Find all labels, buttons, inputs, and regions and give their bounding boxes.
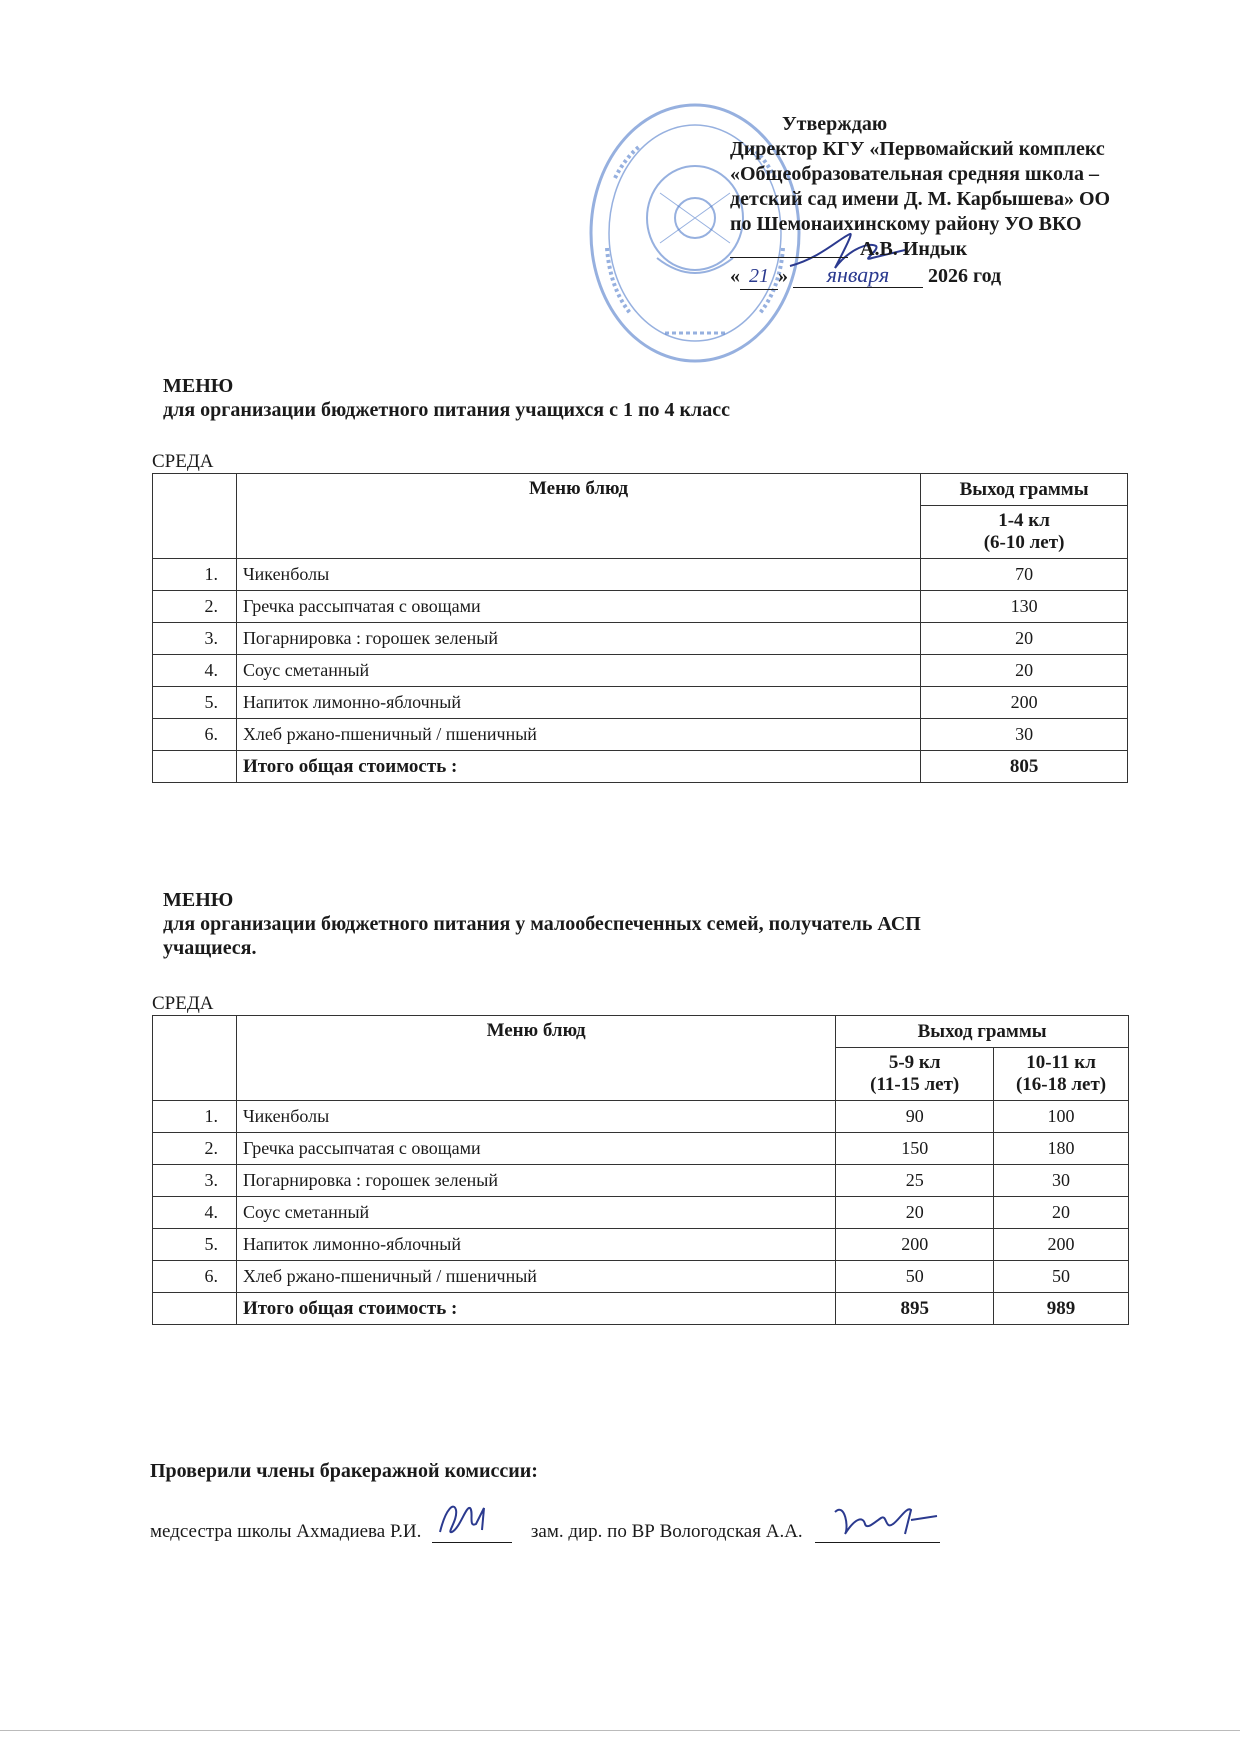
dish-name: Чикенболы: [236, 559, 920, 591]
dish-name: Гречка рассыпчатая с овощами: [236, 591, 920, 623]
total-num: [153, 1293, 237, 1325]
yield-grams-5-9: 90: [836, 1101, 994, 1133]
approval-line-4: по Шемонаихинскому району УО ВКО: [730, 213, 1082, 235]
header-yield: Выход граммы: [836, 1016, 1129, 1048]
row-number: 6.: [153, 1261, 237, 1293]
row-number: 4.: [153, 1197, 237, 1229]
table-row: [153, 1229, 1129, 1261]
yield-grams-10-11: 200: [994, 1229, 1129, 1261]
header-yield: Выход граммы: [921, 474, 1128, 506]
approval-line-1: Директор КГУ «Первомайский комплекс: [730, 138, 1105, 160]
dish-name: Погарнировка : горошек зеленый: [236, 623, 920, 655]
yield-grams: 130: [921, 591, 1128, 623]
date-day: 21: [740, 264, 778, 290]
yield-grams-5-9: 50: [836, 1261, 994, 1293]
commission-signers: [150, 1508, 940, 1543]
table-row: [153, 1197, 1129, 1229]
director-name: А.В. Индык: [730, 237, 1200, 262]
approval-line-2: «Общеобразовательная средняя школа –: [730, 163, 1099, 185]
dish-name: Хлеб ржано-пшеничный / пшеничный: [236, 719, 920, 751]
menu1-heading: [163, 374, 730, 422]
date-month: января: [793, 262, 923, 288]
approval-date: [730, 262, 1200, 290]
menu1-subtitle: для организации бюджетного питания учащихся с 1 по 4 класс: [163, 399, 731, 421]
approval-title: Утверждаю: [782, 113, 888, 135]
age-label: (16-18 лет): [1015, 1074, 1107, 1095]
row-number: 3.: [153, 623, 237, 655]
dish-name: Чикенболы: [236, 1101, 835, 1133]
menu2-subtitle-1: для организации бюджетного питания у малообеспеченных семей, получатель АСП: [163, 913, 921, 935]
total-label: Итого общая стоимость :: [236, 1293, 835, 1325]
dish-name: Соус сметанный: [236, 655, 920, 687]
total-value: 805: [921, 751, 1128, 783]
signer-deputy: зам. дир. по ВР Вологодская А.А.: [530, 1521, 803, 1542]
nurse-signature-line: [432, 1508, 512, 1543]
signer-nurse: медсестра школы Ахмадиева Р.И.: [150, 1521, 422, 1542]
yield-grams-5-9: 200: [836, 1229, 994, 1261]
row-number: 1.: [153, 1101, 237, 1133]
table-row: [153, 591, 1128, 623]
yield-grams-5-9: 25: [836, 1165, 994, 1197]
approval-line-3: детский сад имени Д. М. Карбышева» ОО: [730, 188, 1111, 210]
deputy-signature-line: [815, 1508, 940, 1543]
row-number: 3.: [153, 1165, 237, 1197]
menu1-day: СРЕДА: [152, 451, 214, 472]
subheader-grade-10-11: [994, 1048, 1129, 1101]
total-value-10-11: 989: [994, 1293, 1129, 1325]
yield-grams-10-11: 180: [994, 1133, 1129, 1165]
menu1-table: [152, 473, 1128, 783]
yield-grams: 200: [921, 687, 1128, 719]
dish-name: Соус сметанный: [236, 1197, 835, 1229]
menu2-total-row: [153, 1293, 1129, 1325]
date-year: 2026 год: [928, 265, 1002, 287]
yield-grams: 20: [921, 623, 1128, 655]
header-num: [153, 474, 237, 559]
yield-grams-5-9: 20: [836, 1197, 994, 1229]
table-row: [153, 687, 1128, 719]
table-row: [153, 559, 1128, 591]
table-row: [153, 1261, 1129, 1293]
page-bottom-rule: [0, 1730, 1240, 1731]
yield-grams: 20: [921, 655, 1128, 687]
menu2-subtitle-2: учащиеся.: [163, 937, 257, 959]
table-row: [153, 1133, 1129, 1165]
header-dishes: Меню блюд: [236, 474, 920, 559]
yield-grams-10-11: 30: [994, 1165, 1129, 1197]
date-close-quote: »: [778, 265, 788, 287]
row-number: 1.: [153, 559, 237, 591]
yield-grams-10-11: 50: [994, 1261, 1129, 1293]
date-open-quote: «: [730, 265, 740, 287]
nurse-signature: [432, 1498, 512, 1542]
menu2-table: [152, 1015, 1129, 1325]
row-number: 2.: [153, 591, 237, 623]
menu2-title: МЕНЮ: [163, 889, 234, 911]
menu1-title: МЕНЮ: [163, 375, 234, 397]
total-num: [153, 751, 237, 783]
age-label: (11-15 лет): [870, 1074, 960, 1095]
yield-grams-10-11: 20: [994, 1197, 1129, 1229]
menu1-header-row: [153, 474, 1128, 506]
table-row: [153, 623, 1128, 655]
yield-grams: 30: [921, 719, 1128, 751]
header-num: [153, 1016, 237, 1101]
menu2-day: СРЕДА: [152, 993, 214, 1014]
row-number: 6.: [153, 719, 237, 751]
row-number: 5.: [153, 687, 237, 719]
age-label: (6-10 лет): [983, 532, 1065, 553]
dish-name: Гречка рассыпчатая с овощами: [236, 1133, 835, 1165]
menu1-total-row: [153, 751, 1128, 783]
dish-name: Напиток лимонно-яблочный: [236, 687, 920, 719]
row-number: 4.: [153, 655, 237, 687]
grade-label: 10-11 кл: [1026, 1052, 1096, 1073]
dish-name: Хлеб ржано-пшеничный / пшеничный: [236, 1261, 835, 1293]
table-row: [153, 655, 1128, 687]
subheader-grade-5-9: [836, 1048, 994, 1101]
table-row: [153, 719, 1128, 751]
dish-name: Напиток лимонно-яблочный: [236, 1229, 835, 1261]
total-value-5-9: 895: [836, 1293, 994, 1325]
grade-label: 1-4 кл: [998, 510, 1050, 531]
table-row: [153, 1165, 1129, 1197]
menu2-header-row: [153, 1016, 1129, 1048]
yield-grams-10-11: 100: [994, 1101, 1129, 1133]
deputy-signature: [815, 1498, 945, 1542]
commission-heading: Проверили члены бракеражной комиссии:: [150, 1460, 538, 1482]
yield-grams-5-9: 150: [836, 1133, 994, 1165]
table-row: [153, 1101, 1129, 1133]
row-number: 2.: [153, 1133, 237, 1165]
row-number: 5.: [153, 1229, 237, 1261]
header-dishes: Меню блюд: [236, 1016, 835, 1101]
grade-label: 5-9 кл: [888, 1052, 941, 1073]
approval-block: [730, 112, 1200, 290]
total-label: Итого общая стоимость :: [236, 751, 920, 783]
menu2-heading: [163, 888, 921, 960]
subheader-grade-1-4: [921, 506, 1128, 559]
yield-grams: 70: [921, 559, 1128, 591]
dish-name: Погарнировка : горошек зеленый: [236, 1165, 835, 1197]
